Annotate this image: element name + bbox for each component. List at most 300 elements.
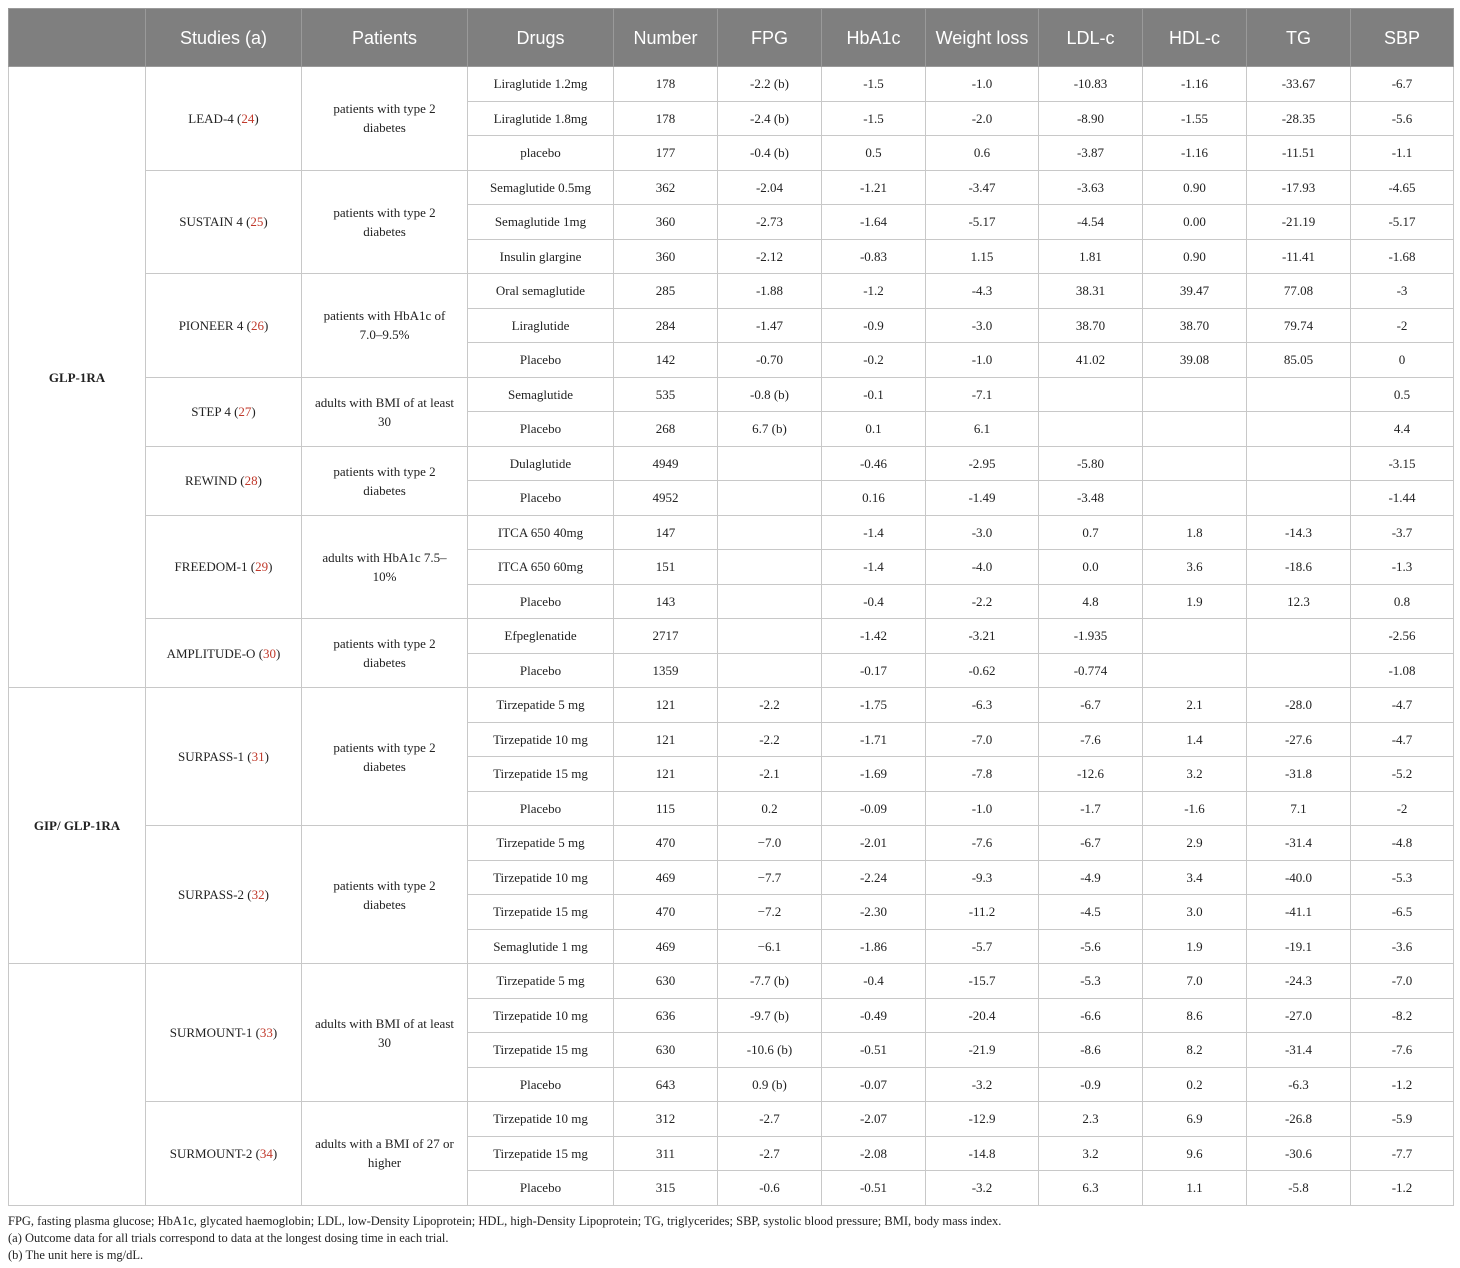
value-cell: -4.8 xyxy=(1351,826,1454,861)
drug-cell: Efpeglenatide xyxy=(468,619,614,654)
value-cell: 6.7 (b) xyxy=(718,412,822,447)
patients-cell: patients with type 2 diabetes xyxy=(302,826,468,964)
value-cell: -31.4 xyxy=(1247,1033,1351,1068)
value-cell: 3.4 xyxy=(1143,860,1247,895)
drug-cell: ITCA 650 60mg xyxy=(468,550,614,585)
value-cell: -2.08 xyxy=(822,1136,926,1171)
value-cell: -5.3 xyxy=(1351,860,1454,895)
value-cell: -1.6 xyxy=(1143,791,1247,826)
value-cell: -0.774 xyxy=(1039,653,1143,688)
value-cell: -1.55 xyxy=(1143,101,1247,136)
citation-link[interactable]: 34 xyxy=(259,1145,273,1161)
value-cell: -41.1 xyxy=(1247,895,1351,930)
value-cell: -27.0 xyxy=(1247,998,1351,1033)
value-cell: 121 xyxy=(614,757,718,792)
citation-link[interactable]: 30 xyxy=(263,645,277,661)
value-cell: -0.9 xyxy=(822,308,926,343)
value-cell: 4952 xyxy=(614,481,718,516)
value-cell: -0.49 xyxy=(822,998,926,1033)
drug-cell: Placebo xyxy=(468,584,614,619)
value-cell: -1.75 xyxy=(822,688,926,723)
value-cell: -1.2 xyxy=(1351,1171,1454,1206)
table-row xyxy=(9,515,1454,550)
drug-cell: Placebo xyxy=(468,1067,614,1102)
value-cell: -1.44 xyxy=(1351,481,1454,516)
value-cell: -3.2 xyxy=(926,1171,1039,1206)
value-cell: 8.6 xyxy=(1143,998,1247,1033)
value-cell: -1.1 xyxy=(1351,136,1454,171)
value-cell: 0.8 xyxy=(1351,584,1454,619)
value-cell: 38.70 xyxy=(1143,308,1247,343)
drug-cell: Tirzepatide 15 mg xyxy=(468,1033,614,1068)
value-cell: 7.1 xyxy=(1247,791,1351,826)
value-cell: 0.1 xyxy=(822,412,926,447)
drug-cell: placebo xyxy=(468,136,614,171)
value-cell: -3.48 xyxy=(1039,481,1143,516)
study-name: PIONEER 4 xyxy=(178,317,244,333)
value-cell: -0.4 xyxy=(822,964,926,999)
value-cell: -9.7 (b) xyxy=(718,998,822,1033)
value-cell: -9.3 xyxy=(926,860,1039,895)
value-cell: -1.88 xyxy=(718,274,822,309)
footnote-b: (b) The unit here is mg/dL. xyxy=(8,1247,144,1262)
citation-link[interactable]: 27 xyxy=(238,404,252,419)
value-cell: -2.2 xyxy=(718,688,822,723)
value-cell: 151 xyxy=(614,550,718,585)
value-cell: -31.4 xyxy=(1247,826,1351,861)
value-cell: -5.6 xyxy=(1039,929,1143,964)
value-cell: -1.5 xyxy=(822,101,926,136)
value-cell: -3.63 xyxy=(1039,170,1143,205)
value-cell: -19.1 xyxy=(1247,929,1351,964)
value-cell: 0.5 xyxy=(1351,377,1454,412)
patients-cell: adults with a BMI of 27 or higher xyxy=(302,1102,468,1206)
patients-cell: adults with BMI of at least 30 xyxy=(302,964,468,1102)
patients-cell: patients with type 2 diabetes xyxy=(302,688,468,826)
value-cell: -1.7 xyxy=(1039,791,1143,826)
value-cell: 285 xyxy=(614,274,718,309)
value-cell: 643 xyxy=(614,1067,718,1102)
drug-cell: Tirzepatide 10 mg xyxy=(468,860,614,895)
value-cell: -1.69 xyxy=(822,757,926,792)
value-cell: -4.54 xyxy=(1039,205,1143,240)
value-cell: -4.7 xyxy=(1351,722,1454,757)
value-cell: 38.31 xyxy=(1039,274,1143,309)
value-cell: -1.16 xyxy=(1143,136,1247,171)
value-cell: -2.95 xyxy=(926,446,1039,481)
study-name: SUSTAIN 4 xyxy=(179,214,243,230)
value-cell: -5.7 xyxy=(926,929,1039,964)
value-cell: -3.0 xyxy=(926,308,1039,343)
value-cell: 41.02 xyxy=(1039,343,1143,378)
value-cell: 636 xyxy=(614,998,718,1033)
value-cell: -3.7 xyxy=(1351,515,1454,550)
value-cell: -4.9 xyxy=(1039,860,1143,895)
footnote-a: (a) Outcome data for all trials correspond to data at the longest dosing time in each trial. xyxy=(8,1230,449,1245)
value-cell: 39.08 xyxy=(1143,343,1247,378)
value-cell: -6.5 xyxy=(1351,895,1454,930)
header-cell: Patients xyxy=(302,9,468,67)
value-cell: 0.2 xyxy=(718,791,822,826)
patients-cell: patients with type 2 diabetes xyxy=(302,170,468,274)
value-cell: -3.0 xyxy=(926,515,1039,550)
study-name-cell: STEP 4 (27) xyxy=(146,377,302,446)
value-cell: -1.4 xyxy=(822,550,926,585)
value-cell: -1.42 xyxy=(822,619,926,654)
value-cell: -14.3 xyxy=(1247,515,1351,550)
drug-cell: Tirzepatide 5 mg xyxy=(468,688,614,723)
value-cell xyxy=(1247,653,1351,688)
drug-cell: Placebo xyxy=(468,1171,614,1206)
drug-cell: Oral semaglutide xyxy=(468,274,614,309)
value-cell: -2.7 xyxy=(718,1102,822,1137)
value-cell: -1.0 xyxy=(926,791,1039,826)
value-cell: 469 xyxy=(614,860,718,895)
table-row xyxy=(9,274,1454,309)
drug-class-cell: GLP-1RA xyxy=(9,67,146,688)
header-cell: Drugs xyxy=(468,9,614,67)
value-cell: -6.7 xyxy=(1039,826,1143,861)
value-cell xyxy=(718,515,822,550)
drug-cell: ITCA 650 40mg xyxy=(468,515,614,550)
drug-cell: Tirzepatide 5 mg xyxy=(468,964,614,999)
study-name: AMPLITUDE-O xyxy=(166,645,256,661)
drug-cell: Semaglutide 1mg xyxy=(468,205,614,240)
table-row xyxy=(9,67,1454,102)
study-name: SURMOUNT-2 xyxy=(169,1145,253,1161)
value-cell: -1.64 xyxy=(822,205,926,240)
value-cell: -1.3 xyxy=(1351,550,1454,585)
value-cell: 284 xyxy=(614,308,718,343)
value-cell: 115 xyxy=(614,791,718,826)
value-cell: -7.7 (b) xyxy=(718,964,822,999)
value-cell: -6.3 xyxy=(1247,1067,1351,1102)
value-cell: 630 xyxy=(614,1033,718,1068)
value-cell: -3.15 xyxy=(1351,446,1454,481)
value-cell: 1.15 xyxy=(926,239,1039,274)
value-cell xyxy=(1247,377,1351,412)
table-row xyxy=(9,446,1454,481)
value-cell: -2.2 (b) xyxy=(718,67,822,102)
value-cell: 0.6 xyxy=(926,136,1039,171)
value-cell: -0.07 xyxy=(822,1067,926,1102)
value-cell: -4.5 xyxy=(1039,895,1143,930)
study-name-cell: REWIND (28) xyxy=(146,446,302,515)
value-cell xyxy=(1247,446,1351,481)
value-cell: −7.0 xyxy=(718,826,822,861)
value-cell: -10.6 (b) xyxy=(718,1033,822,1068)
value-cell: -8.90 xyxy=(1039,101,1143,136)
header-cell: TG xyxy=(1247,9,1351,67)
value-cell: -8.6 xyxy=(1039,1033,1143,1068)
value-cell: -1.08 xyxy=(1351,653,1454,688)
citation-link[interactable]: 24 xyxy=(241,110,255,126)
drug-cell: Liraglutide 1.2mg xyxy=(468,67,614,102)
value-cell: -14.8 xyxy=(926,1136,1039,1171)
drug-cell: Semaglutide 1 mg xyxy=(468,929,614,964)
value-cell: -4.65 xyxy=(1351,170,1454,205)
study-name-cell: PIONEER 4 (26) xyxy=(146,274,302,378)
study-name: SURPASS-2 xyxy=(178,887,245,902)
value-cell: -1.86 xyxy=(822,929,926,964)
table-row xyxy=(9,170,1454,205)
value-cell: -15.7 xyxy=(926,964,1039,999)
value-cell: -4.0 xyxy=(926,550,1039,585)
table-footnotes xyxy=(8,1213,1453,1264)
value-cell: -6.7 xyxy=(1039,688,1143,723)
value-cell: 8.2 xyxy=(1143,1033,1247,1068)
value-cell: 38.70 xyxy=(1039,308,1143,343)
value-cell: 2.3 xyxy=(1039,1102,1143,1137)
table-container xyxy=(8,8,1453,1264)
value-cell: -2.56 xyxy=(1351,619,1454,654)
study-name: FREEDOM-1 xyxy=(174,559,248,575)
study-name-cell: SUSTAIN 4 (25) xyxy=(146,170,302,274)
value-cell: 2717 xyxy=(614,619,718,654)
value-cell: -5.3 xyxy=(1039,964,1143,999)
value-cell xyxy=(1247,619,1351,654)
value-cell: -5.17 xyxy=(1351,205,1454,240)
value-cell: -3.2 xyxy=(926,1067,1039,1102)
patients-cell: patients with type 2 diabetes xyxy=(302,67,468,171)
value-cell: 79.74 xyxy=(1247,308,1351,343)
value-cell: 1.9 xyxy=(1143,584,1247,619)
value-cell xyxy=(1039,412,1143,447)
value-cell: 1.9 xyxy=(1143,929,1247,964)
value-cell: -2.07 xyxy=(822,1102,926,1137)
value-cell: -11.2 xyxy=(926,895,1039,930)
value-cell: 2.1 xyxy=(1143,688,1247,723)
citation-link[interactable]: 33 xyxy=(259,1025,273,1040)
citation-link[interactable]: 31 xyxy=(251,749,265,764)
value-cell: 0.16 xyxy=(822,481,926,516)
value-cell xyxy=(718,550,822,585)
study-name-cell: SURPASS-2 (32) xyxy=(146,826,302,964)
table-row xyxy=(9,619,1454,654)
table-row xyxy=(9,826,1454,861)
value-cell: −6.1 xyxy=(718,929,822,964)
value-cell: −7.2 xyxy=(718,895,822,930)
value-cell: 0.5 xyxy=(822,136,926,171)
value-cell: -2.12 xyxy=(718,239,822,274)
citation-link[interactable]: 32 xyxy=(251,887,265,902)
value-cell: -0.17 xyxy=(822,653,926,688)
value-cell: -1.935 xyxy=(1039,619,1143,654)
header-cell: Weight loss xyxy=(926,9,1039,67)
header-cell: SBP xyxy=(1351,9,1454,67)
value-cell: 39.47 xyxy=(1143,274,1247,309)
value-cell: -0.70 xyxy=(718,343,822,378)
drug-cell: Dulaglutide xyxy=(468,446,614,481)
value-cell: -1.49 xyxy=(926,481,1039,516)
value-cell: -5.80 xyxy=(1039,446,1143,481)
value-cell: -2.01 xyxy=(822,826,926,861)
table-body xyxy=(9,67,1454,1206)
study-name: SURPASS-1 xyxy=(178,749,245,764)
value-cell: -1.0 xyxy=(926,67,1039,102)
value-cell: 268 xyxy=(614,412,718,447)
value-cell: 12.3 xyxy=(1247,584,1351,619)
header-cell: HDL-c xyxy=(1143,9,1247,67)
value-cell: -2.7 xyxy=(718,1136,822,1171)
value-cell: -2.04 xyxy=(718,170,822,205)
value-cell: -27.6 xyxy=(1247,722,1351,757)
value-cell: -2 xyxy=(1351,308,1454,343)
value-cell: -7.6 xyxy=(926,826,1039,861)
study-name: LEAD-4 xyxy=(188,110,234,126)
value-cell: 121 xyxy=(614,722,718,757)
value-cell: -7.0 xyxy=(926,722,1039,757)
value-cell: 362 xyxy=(614,170,718,205)
drug-cell: Tirzepatide 10 mg xyxy=(468,722,614,757)
value-cell: 0.7 xyxy=(1039,515,1143,550)
value-cell: -30.6 xyxy=(1247,1136,1351,1171)
drug-class-cell xyxy=(9,964,146,1206)
drug-cell: Semaglutide 0.5mg xyxy=(468,170,614,205)
value-cell xyxy=(1039,377,1143,412)
value-cell: -0.2 xyxy=(822,343,926,378)
value-cell: 147 xyxy=(614,515,718,550)
header-cell: LDL-c xyxy=(1039,9,1143,67)
value-cell: -7.1 xyxy=(926,377,1039,412)
value-cell: -21.9 xyxy=(926,1033,1039,1068)
value-cell: 1.81 xyxy=(1039,239,1143,274)
value-cell: 311 xyxy=(614,1136,718,1171)
drug-cell: Placebo xyxy=(468,653,614,688)
value-cell: -7.0 xyxy=(1351,964,1454,999)
value-cell: -3.87 xyxy=(1039,136,1143,171)
drug-cell: Placebo xyxy=(468,343,614,378)
value-cell: -2.24 xyxy=(822,860,926,895)
citation-link[interactable]: 26 xyxy=(250,317,264,333)
value-cell: -1.68 xyxy=(1351,239,1454,274)
patients-cell: adults with BMI of at least 30 xyxy=(302,377,468,446)
value-cell: -4.7 xyxy=(1351,688,1454,723)
study-name-cell: AMPLITUDE-O (30) xyxy=(146,619,302,688)
value-cell: -2 xyxy=(1351,791,1454,826)
value-cell: -2.0 xyxy=(926,101,1039,136)
value-cell: 85.05 xyxy=(1247,343,1351,378)
value-cell: 6.1 xyxy=(926,412,1039,447)
value-cell: -12.9 xyxy=(926,1102,1039,1137)
value-cell: 7.0 xyxy=(1143,964,1247,999)
drug-cell: Liraglutide xyxy=(468,308,614,343)
value-cell: -5.8 xyxy=(1247,1171,1351,1206)
value-cell: -1.4 xyxy=(822,515,926,550)
value-cell: -21.19 xyxy=(1247,205,1351,240)
value-cell: 630 xyxy=(614,964,718,999)
study-name-cell: FREEDOM-1 (29) xyxy=(146,515,302,619)
drug-cell: Insulin glargine xyxy=(468,239,614,274)
table-row xyxy=(9,377,1454,412)
value-cell: 535 xyxy=(614,377,718,412)
value-cell: -10.83 xyxy=(1039,67,1143,102)
patients-cell: patients with HbA1c of 7.0–9.5% xyxy=(302,274,468,378)
value-cell xyxy=(718,481,822,516)
drug-cell: Tirzepatide 10 mg xyxy=(468,1102,614,1137)
header-cell: HbA1c xyxy=(822,9,926,67)
value-cell: -7.6 xyxy=(1351,1033,1454,1068)
drug-cell: Liraglutide 1.8mg xyxy=(468,101,614,136)
value-cell: -6.7 xyxy=(1351,67,1454,102)
value-cell: 178 xyxy=(614,101,718,136)
value-cell: 121 xyxy=(614,688,718,723)
value-cell: 142 xyxy=(614,343,718,378)
value-cell: -5.17 xyxy=(926,205,1039,240)
study-name: STEP 4 xyxy=(191,404,231,419)
study-name-cell: LEAD-4 (24) xyxy=(146,67,302,171)
value-cell: -3.47 xyxy=(926,170,1039,205)
drug-cell: Tirzepatide 15 mg xyxy=(468,895,614,930)
table-row xyxy=(9,964,1454,999)
value-cell: −7.7 xyxy=(718,860,822,895)
value-cell: -12.6 xyxy=(1039,757,1143,792)
value-cell: 1.4 xyxy=(1143,722,1247,757)
value-cell: -2.1 xyxy=(718,757,822,792)
value-cell: -0.51 xyxy=(822,1033,926,1068)
value-cell xyxy=(718,619,822,654)
value-cell: 0.90 xyxy=(1143,170,1247,205)
value-cell: 470 xyxy=(614,895,718,930)
value-cell: -1.2 xyxy=(1351,1067,1454,1102)
value-cell: -3.21 xyxy=(926,619,1039,654)
value-cell: 9.6 xyxy=(1143,1136,1247,1171)
value-cell xyxy=(718,584,822,619)
footnote-abbreviations: FPG, fasting plasma glucose; HbA1c, glycated haemoglobin; LDL, low-Density Lipoprotein; HDL, high-Density Lipoprotein; TG, triglycerides; SBP, systolic blood pressure; BMI, body mass index. xyxy=(8,1213,1002,1228)
drug-cell: Tirzepatide 5 mg xyxy=(468,826,614,861)
value-cell: -0.51 xyxy=(822,1171,926,1206)
value-cell: -3 xyxy=(1351,274,1454,309)
value-cell: 3.6 xyxy=(1143,550,1247,585)
value-cell: 0.00 xyxy=(1143,205,1247,240)
value-cell: -31.8 xyxy=(1247,757,1351,792)
value-cell: -20.4 xyxy=(926,998,1039,1033)
value-cell: -8.2 xyxy=(1351,998,1454,1033)
citation-link[interactable]: 29 xyxy=(255,559,269,575)
value-cell: -7.8 xyxy=(926,757,1039,792)
value-cell: -11.41 xyxy=(1247,239,1351,274)
value-cell: -18.6 xyxy=(1247,550,1351,585)
value-cell: 1359 xyxy=(614,653,718,688)
value-cell: -0.6 xyxy=(718,1171,822,1206)
value-cell: 77.08 xyxy=(1247,274,1351,309)
results-table xyxy=(8,8,1454,1206)
patients-cell: adults with HbA1c 7.5–10% xyxy=(302,515,468,619)
value-cell: -1.0 xyxy=(926,343,1039,378)
value-cell: 2.9 xyxy=(1143,826,1247,861)
header-cell: Number xyxy=(614,9,718,67)
drug-cell: Semaglutide xyxy=(468,377,614,412)
value-cell: 4949 xyxy=(614,446,718,481)
value-cell: -2.30 xyxy=(822,895,926,930)
value-cell: 6.9 xyxy=(1143,1102,1247,1137)
value-cell: 469 xyxy=(614,929,718,964)
value-cell: -1.5 xyxy=(822,67,926,102)
value-cell: -7.6 xyxy=(1039,722,1143,757)
value-cell: 3.0 xyxy=(1143,895,1247,930)
header-row xyxy=(9,9,1454,67)
citation-link[interactable]: 25 xyxy=(250,214,264,230)
value-cell: -0.4 xyxy=(822,584,926,619)
value-cell: 6.3 xyxy=(1039,1171,1143,1206)
value-cell xyxy=(718,446,822,481)
value-cell: -24.3 xyxy=(1247,964,1351,999)
value-cell: 1.8 xyxy=(1143,515,1247,550)
value-cell: 1.1 xyxy=(1143,1171,1247,1206)
citation-link[interactable]: 28 xyxy=(244,473,258,488)
patients-cell: patients with type 2 diabetes xyxy=(302,619,468,688)
value-cell: 0.2 xyxy=(1143,1067,1247,1102)
